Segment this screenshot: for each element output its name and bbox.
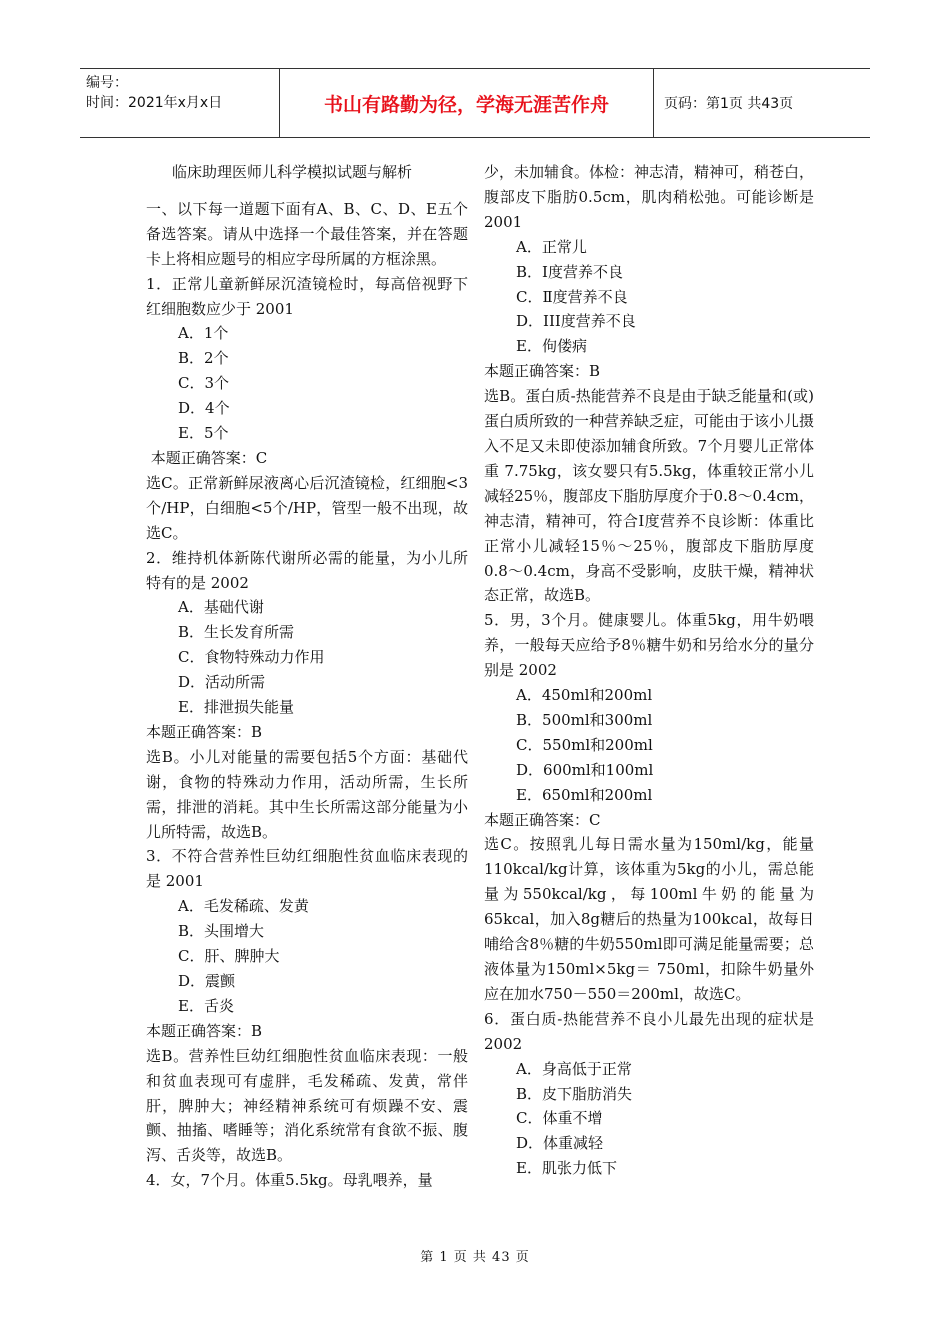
left-column xyxy=(146,160,468,1193)
option-b: B．I度营养不良 xyxy=(516,262,623,281)
question-stem: 3．不符合营养性巨幼红细胞性贫血临床表现的是 2001 xyxy=(146,847,468,891)
answer-line: 本题正确答案：B xyxy=(146,722,263,741)
option-a: A．1个 xyxy=(178,324,229,343)
option-d: D．体重减轻 xyxy=(516,1134,604,1153)
option-a: A．身高低于正常 xyxy=(516,1059,632,1078)
answer-line: 本题正确答案：C xyxy=(484,810,601,829)
explanation: 选B。蛋白质-热能营养不良是由于缺乏能量和(或)蛋白质所致的一种营养缺乏症，可能由于该小儿摄入不足又未即使添加辅食所致。7个月婴儿正常体重 7.75kg，该女婴只有5.5kg，体重较正常小儿减轻25％，腹部皮下脂肪厚度介于0.8～0.4cm，神志清，精神可，符合I度营养不良诊断：体重比正常小儿减轻15％～25％，腹部皮下脂肪厚度0.8～0.4cm，身高不受影响，皮肤干燥，精神状态正常，故选B。 xyxy=(484,387,815,605)
option-e: E．舌炎 xyxy=(178,996,234,1015)
option-b: B．皮下脂肪消失 xyxy=(516,1084,633,1103)
option-e: E．5个 xyxy=(178,424,229,443)
option-b: B．500ml和300ml xyxy=(516,710,653,729)
option-c: C．550ml和200ml xyxy=(516,735,653,754)
code-label: 编号： xyxy=(86,75,128,91)
answer-line: 本题正确答案：B xyxy=(146,1021,263,1040)
explanation: 选B。营养性巨幼红细胞性贫血临床表现：一般和贫血表现可有虚胖，毛发稀疏、发黄，常伴肝，脾肿大；神经精神系统可有烦躁不安、震颤、抽搐、嗜睡等；消化系统常有食欲不振、腹泻、舌炎等，故选B。 xyxy=(146,1046,468,1165)
explanation: 选C。正常新鲜尿液离心后沉渣镜检，红细胞<3个/HP，白细胞<5个/HP，管型一般不出现，故选C。 xyxy=(146,473,468,542)
page-header xyxy=(80,68,870,138)
header-motto: 书山有路勤为径，学海无涯苦作舟 xyxy=(280,69,654,137)
header-page-info: 页码：第1页 共43页 xyxy=(664,96,794,112)
option-e: E．排泄损失能量 xyxy=(178,698,294,717)
instructions: 一、以下每一道题下面有A、B、C、D、E五个备选答案。请从中选择一个最佳答案，并在答题卡上将相应题号的相应字母所属的方框涂黑。 xyxy=(146,199,468,268)
option-a: A．正常儿 xyxy=(516,237,587,256)
question-stem: 2．维持机体新陈代谢所必需的能量，为小儿所特有的是 2002 xyxy=(146,548,468,592)
option-a: A．毛发稀疏、发黄 xyxy=(178,897,309,916)
option-e: E．佝偻病 xyxy=(516,337,587,356)
option-a: A．基础代谢 xyxy=(178,598,264,617)
option-d: D．震颤 xyxy=(178,972,236,990)
answer-line: 本题正确答案：B xyxy=(484,362,601,381)
question-stem-continued: 少，未加辅食。体检：神志清，精神可，稍苍白，腹部皮下脂肪0.5cm，肌肉稍松弛。可能诊断是 2001 xyxy=(484,163,815,231)
date-label: 时间：2021年x月x日 xyxy=(86,95,223,111)
option-d: D．4个 xyxy=(178,399,230,418)
option-d: D．活动所需 xyxy=(178,673,266,692)
question-stem: 6．蛋白质-热能营养不良小儿最先出现的症状是 2002 xyxy=(484,1009,814,1053)
option-e: E．650ml和200ml xyxy=(516,785,653,804)
option-c: C．肝、脾肿大 xyxy=(178,947,280,966)
option-a: A．450ml和200ml xyxy=(516,686,653,705)
answer-line: 本题正确答案：C xyxy=(146,448,268,467)
option-c: C．食物特殊动力作用 xyxy=(178,648,325,667)
explanation: 选C。按照乳儿每日需水量为150ml/kg，能量110kcal/kg计算，该体重为5kg的小儿，需总能量为550kcal/kg，每100ml牛奶的能量为65kcal，加入8g糖后的热量为100kcal，故每日哺给含8％糖的牛奶550ml即可满足能量需要；总液体量为150ml×5kg＝ 750ml，扣除牛奶量外应在加水750－550＝200ml，故选C。 xyxy=(484,835,814,1003)
option-c: C．体重不增 xyxy=(516,1109,603,1128)
header-meta xyxy=(80,69,280,137)
page-footer: 第 1 页 共 43 页 xyxy=(420,1250,530,1265)
question-stem: 4．女，7个月。体重5.5kg。母乳喂养，量 xyxy=(146,1171,433,1190)
question-stem: 1．正常儿童新鲜尿沉渣镜检时，每高倍视野下红细胞数应少于 2001 xyxy=(146,274,468,318)
document-title: 临床助理医师儿科学模拟试题与解析 xyxy=(172,163,413,181)
question-stem: 5．男，3个月。健康婴儿。体重5kg，用牛奶喂养，一般每天应给予8％糖牛奶和另给水分的量分别是 2002 xyxy=(484,611,814,680)
option-b: B．2个 xyxy=(178,349,229,368)
option-d: D．III度营养不良 xyxy=(516,312,636,331)
right-column xyxy=(484,160,814,1181)
option-d: D．600ml和100ml xyxy=(516,760,654,779)
option-e: E．肌张力低下 xyxy=(516,1159,617,1178)
option-b: B．头围增大 xyxy=(178,922,265,941)
option-c: C．Ⅱ度营养不良 xyxy=(516,287,628,306)
option-c: C．3个 xyxy=(178,374,230,393)
option-b: B．生长发育所需 xyxy=(178,623,295,642)
explanation: 选B。小儿对能量的需要包括5个方面：基础代谢，食物的特殊动力作用，活动所需，生长所需，排泄的消耗。其中生长所需这部分能量为小儿所特需，故选B。 xyxy=(146,747,468,841)
